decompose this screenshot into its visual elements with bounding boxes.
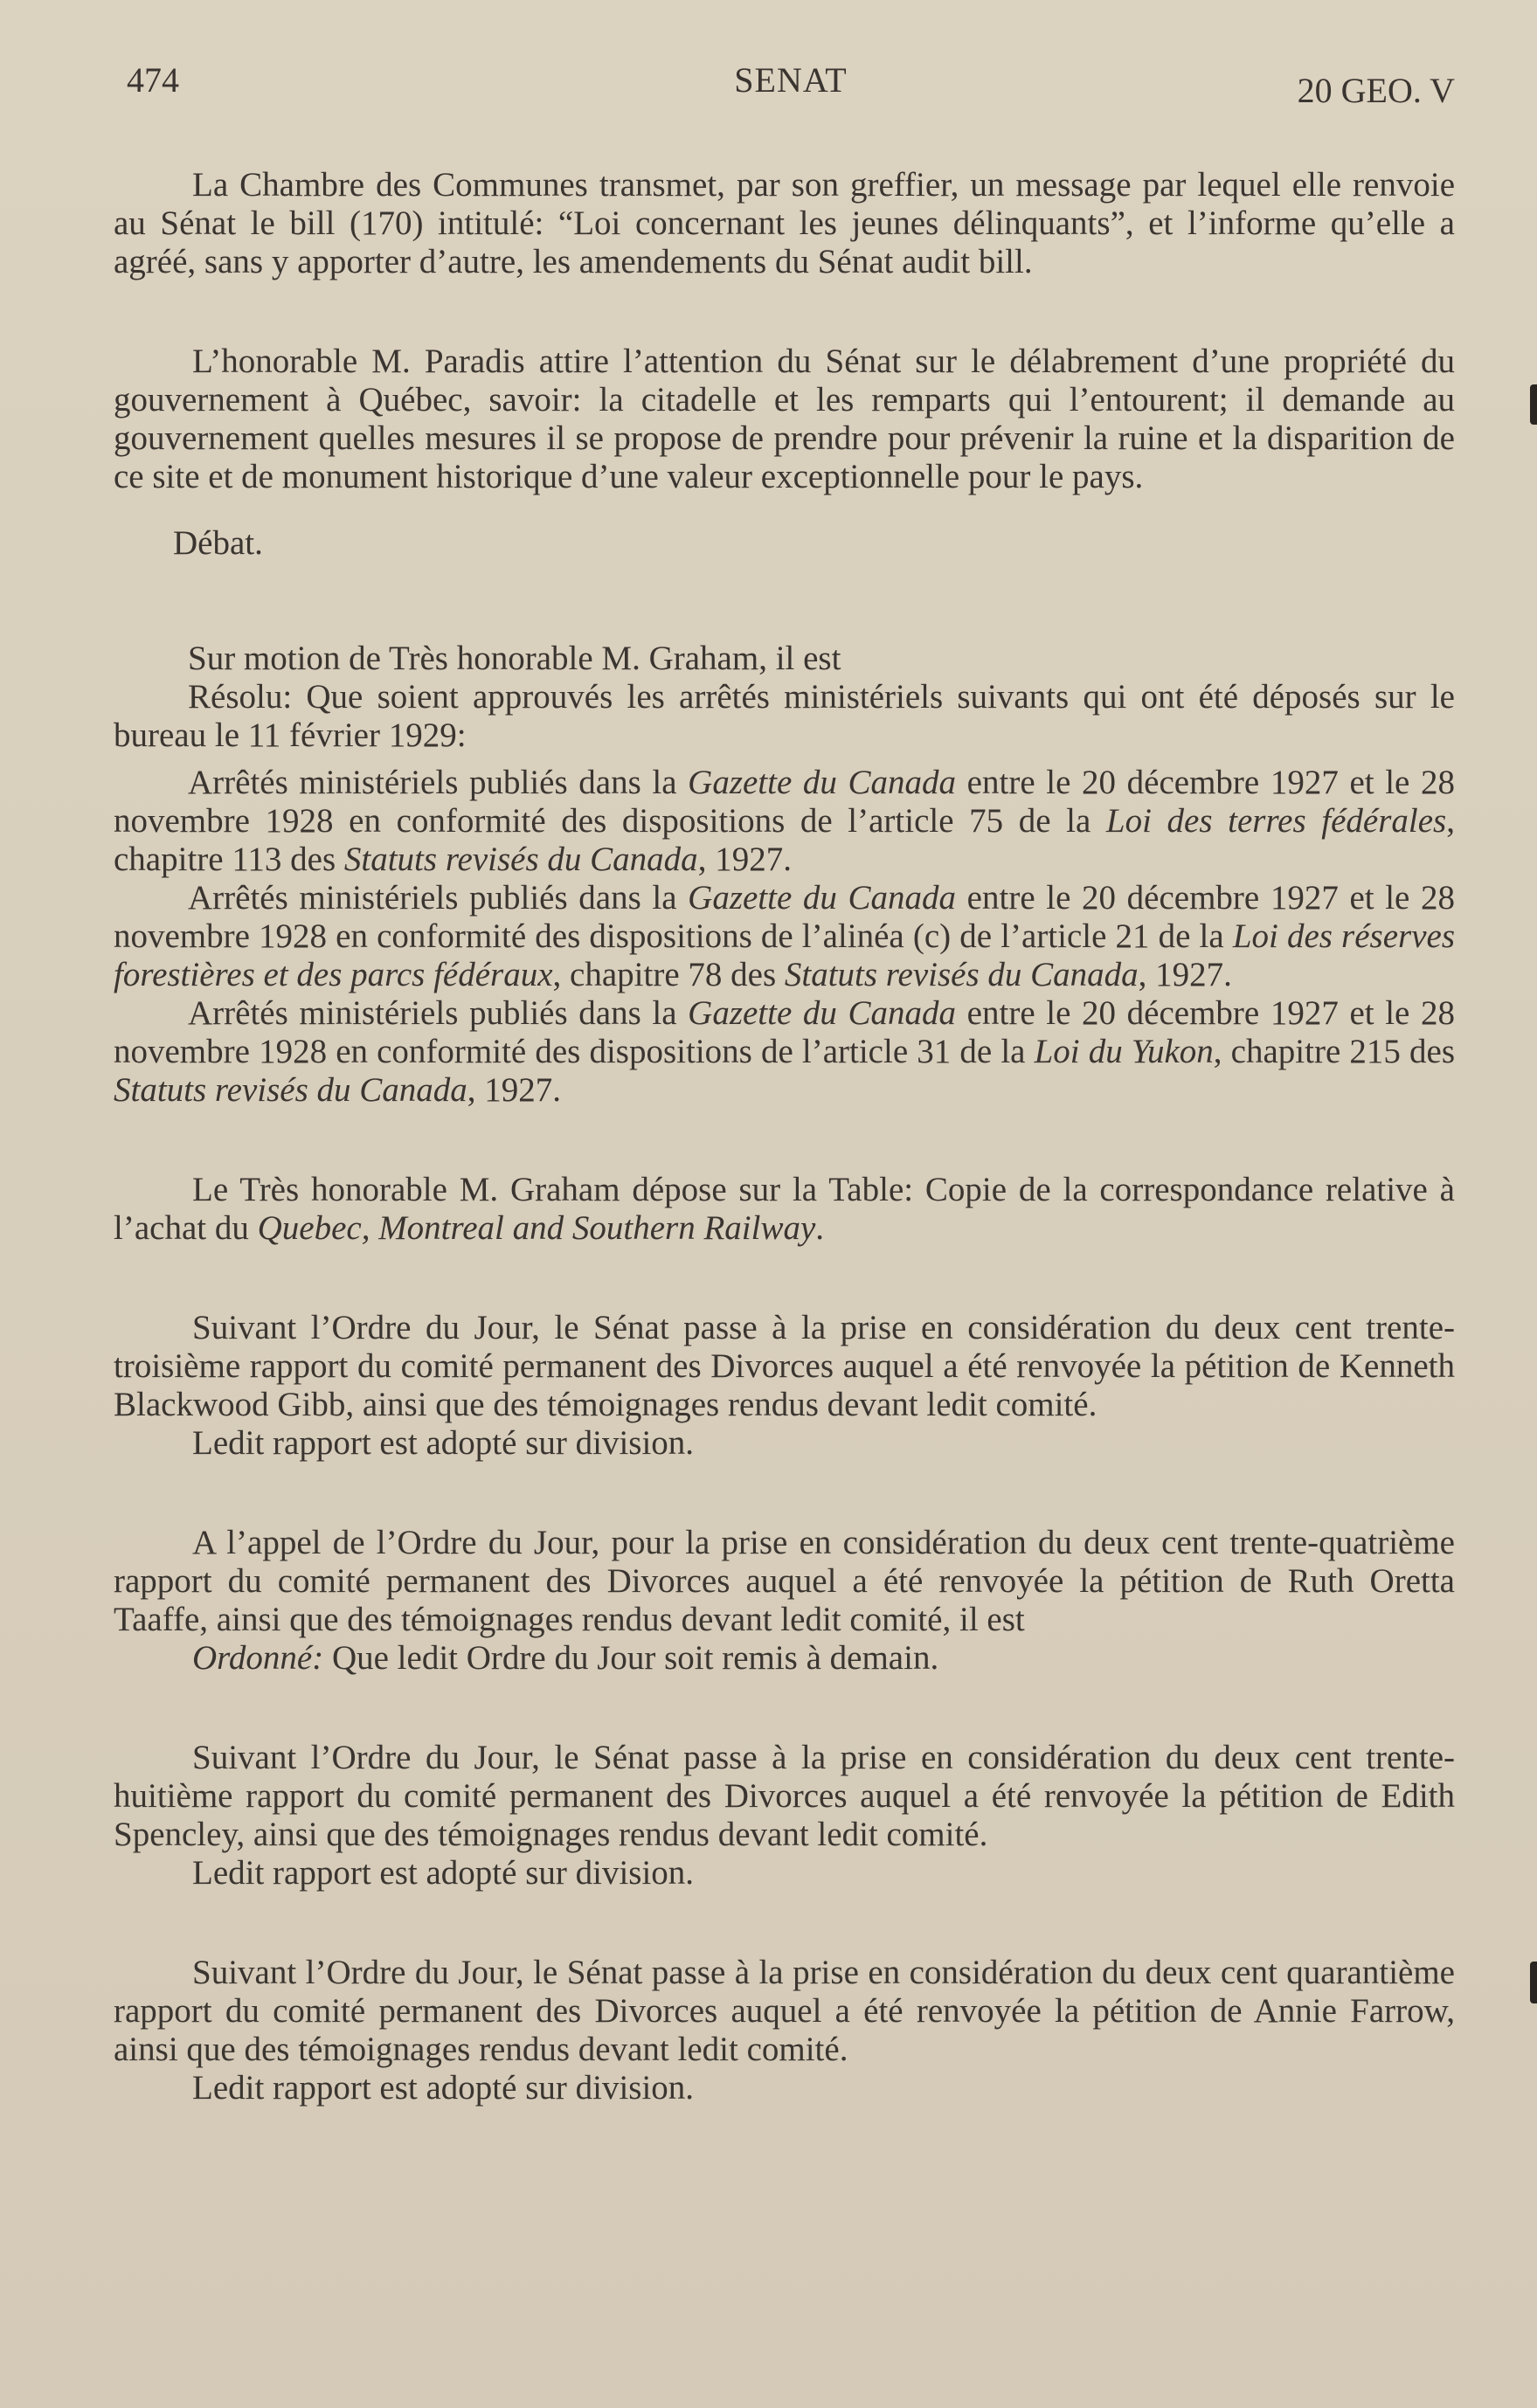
entry-paradis-inquiry [114,343,1455,496]
entry-farrow-report [114,1954,1455,2107]
report-text: Suivant l’Ordre du Jour, le Sénat passe à la prise en considération du deux cent trente-huitième rapport du comité permanent des Divorces auquel a été renvoyée la pétition de Edith Spencley, ainsi que des témoignages rendus devant ledit comité. [114,1739,1455,1853]
statutes-title: Statuts revisés du Canada [343,841,698,878]
item-text: , 1927. [467,1071,562,1109]
order-in-council-item [114,764,1455,879]
motion-lead: Sur motion de Très honorable M. Graham, il est [188,640,841,677]
item-text: , chapitre 78 des [552,956,785,993]
railway-name: Quebec, Montreal and Southern Railway [257,1209,816,1247]
entry-graham-tabling [114,1171,1455,1248]
entry-commons-message [114,166,1455,281]
act-title: Loi du Yukon [1034,1033,1214,1070]
item-text: , chapitre 113 des [114,802,1455,878]
gazette-title: Gazette du Canada [688,764,957,801]
regnal-year: 20 GEO. V [1297,71,1455,110]
order-in-council-item [114,994,1455,1110]
item-text: Arrêtés ministériels publiés dans la [188,764,689,801]
report-text: A l’appel de l’Ordre du Jour, pour la prise en considération du deux cent trente-quatrième rapport du comité permanent des Divorces auquel a été renvoyée la pétition de Ruth Oretta Taaffe, ainsi que des témoignages rendus devant ledit comité, il est [114,1524,1455,1638]
commons-message-text: La Chambre des Communes transmet, par son greffier, un message par lequel elle renvoie au Sénat le bill (170) intitulé: “Loi concernant les jeunes délinquants”, et l’informe qu’elle a agréé, sans y apporter d’autre, les amendements du Sénat audit bill. [114,166,1455,280]
statutes-title: Statuts revisés du Canada [114,1071,467,1109]
entry-gibb-report [114,1309,1455,1463]
order-text [114,1639,1455,1678]
tabling-text [114,1171,1455,1248]
entry-spencley-report [114,1739,1455,1892]
item-text: , 1927. [697,841,792,878]
debate-note: Débat. [173,524,263,562]
journal-body [114,166,1455,2169]
tabling-text-start: Le Très honorable M. Graham dépose sur la Table: Copie de la correspondance relative à l’achat du [114,1171,1455,1247]
gazette-title: Gazette du Canada [688,879,957,917]
item-text: Arrêtés ministériels publiés dans la [188,879,689,917]
act-title: Loi des terres fédérales [1105,802,1447,840]
page-edge-mark [1530,1962,1537,2003]
running-head [127,54,1455,110]
item-text: entre le 20 décembre 1927 et le 28 novembre 1928 en conformité des dispositions de l’alinéa (c) de l’article 21 de la [114,879,1455,955]
act-title: Loi des réserves forestières et des parcs fédéraux [114,917,1455,993]
statutes-title: Statuts revisés du Canada [784,956,1139,993]
tabling-text-end: . [815,1209,825,1247]
report-result: Ledit rapport est adopté sur division. [192,1424,695,1462]
gazette-title: Gazette du Canada [688,994,957,1032]
entry-taaffe-report [114,1524,1455,1678]
entry-graham-motion [114,640,1455,1110]
item-text: Arrêtés ministériels publiés dans la [188,994,689,1032]
page-number: 474 [127,60,179,100]
report-result: Ledit rapport est adopté sur division. [192,2069,695,2107]
page-edge-mark [1530,384,1537,425]
item-text: , chapitre 215 des [1213,1033,1455,1070]
ordered-label: Ordonné: [192,1639,324,1677]
item-text: entre le 20 décembre 1927 et le 28 novembre 1928 en conformité des dispositions de l’article 31 de la [114,994,1455,1070]
report-text: Suivant l’Ordre du Jour, le Sénat passe à la prise en considération du deux cent quarantième rapport du comité permanent des Divorces auquel a été renvoyée la pétition de Annie Farrow, ainsi que des témoignages rendus devant ledit comité. [114,1954,1455,2068]
report-text: Suivant l’Ordre du Jour, le Sénat passe à la prise en considération du deux cent trente-troisième rapport du comité permanent des Divorces auquel a été renvoyée la pétition de Kenneth Blackwood Gibb, ainsi que des témoignages rendus devant ledit comité. [114,1309,1455,1423]
paradis-inquiry-text: L’honorable M. Paradis attire l’attention du Sénat sur le délabrement d’une propriété du gouvernement à Québec, savoir: la citadelle et les remparts qui l’entourent; il demande au gouvernement quelles mesures il se propose de prendre pour prévenir la ruine et la disparition de ce site et de monument historique d’une valeur exceptionnelle pour le pays. [114,343,1455,495]
order-in-council-item [114,879,1455,994]
item-text: entre le 20 décembre 1927 et le 28 novembre 1928 en conformité des dispositions de l’article 75 de la [114,764,1455,840]
motion-resolution: Résolu: Que soient approuvés les arrêtés ministériels suivants qui ont été déposés sur le bureau le 11 février 1929: [114,678,1455,754]
item-text: , 1927. [1138,956,1232,993]
chamber-title: SENAT [734,60,848,100]
ordered-text: Que ledit Ordre du Jour soit remis à demain. [323,1639,939,1677]
report-result: Ledit rapport est adopté sur division. [192,1854,695,1892]
